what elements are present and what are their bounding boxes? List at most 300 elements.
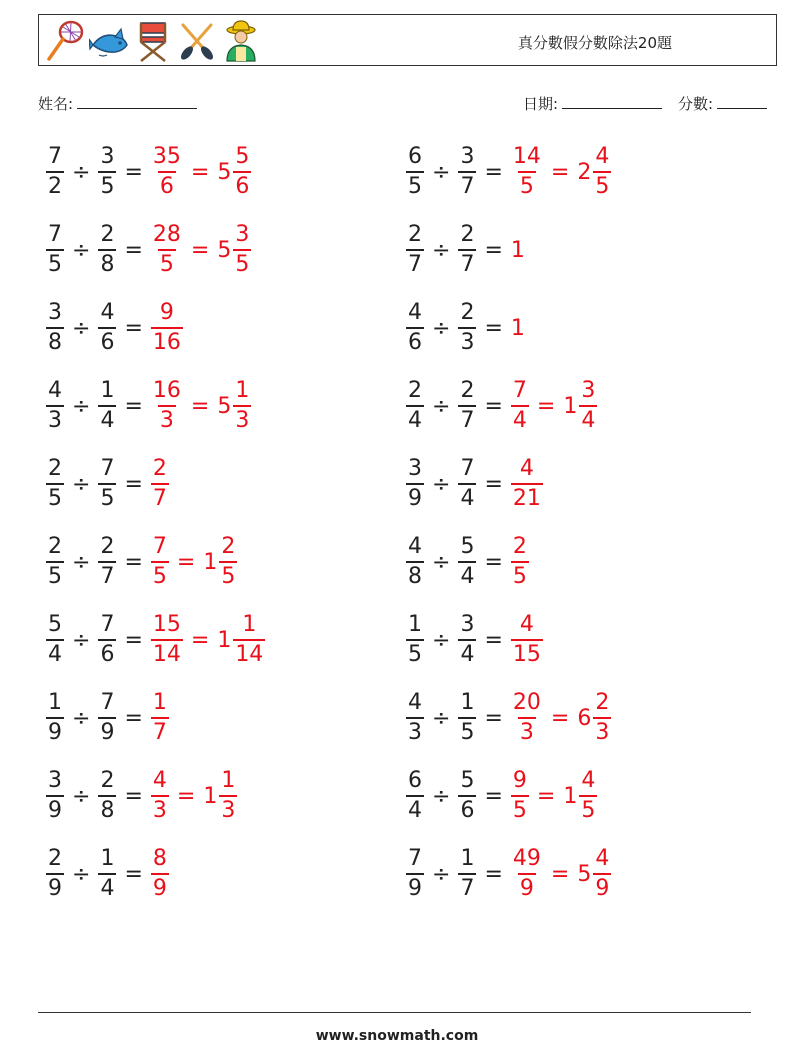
divisor-fraction bbox=[98, 770, 116, 822]
equals-sign: = bbox=[484, 315, 503, 341]
numerator: 2 bbox=[48, 846, 62, 871]
fisherman-icon bbox=[221, 19, 261, 63]
director-chair-icon bbox=[133, 19, 173, 63]
divide-sign: ÷ bbox=[432, 783, 451, 809]
answer-fraction bbox=[511, 458, 543, 510]
numerator: 2 bbox=[512, 534, 527, 559]
divide-sign: ÷ bbox=[432, 237, 451, 263]
numerator: 5 bbox=[235, 144, 250, 169]
divide-sign: ÷ bbox=[432, 549, 451, 575]
equals-sign: = bbox=[484, 471, 503, 497]
equals-sign: = bbox=[484, 705, 503, 731]
divide-sign: ÷ bbox=[432, 627, 451, 653]
answer-equals-sign: = bbox=[176, 549, 196, 575]
numerator: 2 bbox=[460, 222, 475, 247]
numerator: 49 bbox=[512, 846, 541, 871]
dividend-fraction bbox=[406, 458, 424, 510]
mixed-fraction-part bbox=[593, 146, 611, 198]
numerator: 7 bbox=[152, 534, 167, 559]
dividend-fraction bbox=[46, 692, 64, 744]
name-blank[interactable] bbox=[77, 94, 197, 109]
problem-item bbox=[406, 297, 525, 359]
equals-sign: = bbox=[484, 861, 503, 887]
dividend-fraction bbox=[406, 848, 424, 900]
crossed-oars-icon bbox=[177, 19, 217, 63]
denominator: 6 bbox=[233, 171, 251, 198]
mixed-fraction-part bbox=[219, 536, 237, 588]
numerator: 5 bbox=[48, 612, 62, 637]
denominator: 5 bbox=[458, 717, 476, 744]
mixed-whole-part: 1 bbox=[217, 627, 232, 653]
numerator: 3 bbox=[581, 378, 596, 403]
numerator: 3 bbox=[48, 300, 62, 325]
mixed-whole-part: 1 bbox=[563, 393, 578, 419]
numerator: 20 bbox=[512, 690, 541, 715]
denominator: 3 bbox=[518, 717, 536, 744]
date-blank[interactable] bbox=[562, 94, 662, 109]
answer-equals-sign: = bbox=[190, 159, 210, 185]
numerator: 1 bbox=[460, 690, 475, 715]
numerator: 4 bbox=[408, 534, 422, 559]
numerator: 5 bbox=[460, 534, 475, 559]
mixed-fraction-part bbox=[233, 380, 251, 432]
numerator: 4 bbox=[48, 378, 62, 403]
numerator: 2 bbox=[460, 378, 475, 403]
answer-whole: 1 bbox=[510, 315, 525, 341]
numerator: 2 bbox=[408, 378, 422, 403]
numerator: 3 bbox=[48, 768, 62, 793]
dividend-fraction bbox=[406, 224, 424, 276]
denominator: 8 bbox=[98, 249, 116, 276]
divide-sign: ÷ bbox=[432, 315, 451, 341]
denominator: 9 bbox=[46, 717, 64, 744]
numerator: 1 bbox=[100, 378, 115, 403]
answer-fraction bbox=[151, 848, 169, 900]
divisor-fraction bbox=[458, 614, 476, 666]
problem-item bbox=[46, 843, 169, 905]
mixed-fraction-part bbox=[593, 848, 611, 900]
numerator: 4 bbox=[408, 300, 422, 325]
answer-fraction bbox=[151, 458, 169, 510]
answer-equals-sign: = bbox=[190, 393, 210, 419]
denominator: 4 bbox=[579, 405, 597, 432]
divide-sign: ÷ bbox=[432, 471, 451, 497]
numerator: 1 bbox=[152, 690, 167, 715]
numerator: 3 bbox=[460, 144, 475, 169]
answer-fraction bbox=[511, 536, 529, 588]
divisor-fraction bbox=[458, 302, 476, 354]
numerator: 9 bbox=[512, 768, 527, 793]
answer-whole: 1 bbox=[510, 237, 525, 263]
answer-fraction bbox=[151, 614, 183, 666]
mixed-fraction-part bbox=[219, 770, 237, 822]
denominator: 7 bbox=[98, 561, 116, 588]
name-label: 姓名: bbox=[38, 95, 74, 113]
dividend-fraction bbox=[406, 770, 424, 822]
divisor-fraction bbox=[458, 380, 476, 432]
numerator: 2 bbox=[100, 534, 115, 559]
denominator: 4 bbox=[98, 405, 116, 432]
denominator: 2 bbox=[46, 171, 64, 198]
numerator: 7 bbox=[100, 612, 115, 637]
numerator: 1 bbox=[221, 768, 236, 793]
denominator: 6 bbox=[98, 327, 116, 354]
date-label: 日期: bbox=[523, 95, 559, 113]
numerator: 4 bbox=[519, 612, 534, 637]
numerator: 14 bbox=[512, 144, 541, 169]
denominator: 14 bbox=[233, 639, 265, 666]
answer-fraction bbox=[151, 692, 169, 744]
answer-fraction bbox=[151, 536, 169, 588]
numerator: 5 bbox=[460, 768, 475, 793]
numerator: 1 bbox=[460, 846, 475, 871]
numerator: 4 bbox=[595, 846, 610, 871]
numerator: 16 bbox=[152, 378, 181, 403]
dividend-fraction bbox=[406, 380, 424, 432]
numerator: 2 bbox=[460, 300, 475, 325]
denominator: 5 bbox=[98, 171, 116, 198]
mixed-fraction-part bbox=[579, 380, 597, 432]
numerator: 4 bbox=[519, 456, 534, 481]
mixed-whole-part: 5 bbox=[217, 159, 232, 185]
denominator: 5 bbox=[158, 249, 176, 276]
worksheet-header bbox=[38, 14, 777, 66]
numerator: 4 bbox=[595, 144, 610, 169]
dividend-fraction bbox=[46, 458, 64, 510]
mixed-whole-part: 1 bbox=[563, 783, 578, 809]
denominator: 5 bbox=[518, 171, 536, 198]
numerator: 4 bbox=[152, 768, 167, 793]
mixed-whole-part: 6 bbox=[577, 705, 592, 731]
dividend-fraction bbox=[46, 770, 64, 822]
denominator: 4 bbox=[458, 561, 476, 588]
divide-sign: ÷ bbox=[72, 393, 91, 419]
divisor-fraction bbox=[458, 146, 476, 198]
mixed-whole-part: 1 bbox=[203, 783, 218, 809]
date-field[interactable] bbox=[523, 93, 662, 114]
denominator: 5 bbox=[46, 483, 64, 510]
denominator: 3 bbox=[151, 795, 169, 822]
denominator: 3 bbox=[233, 405, 251, 432]
denominator: 7 bbox=[406, 249, 424, 276]
divide-sign: ÷ bbox=[432, 861, 451, 887]
divide-sign: ÷ bbox=[432, 705, 451, 731]
divisor-fraction bbox=[458, 848, 476, 900]
mixed-whole-part: 5 bbox=[217, 393, 232, 419]
denominator: 5 bbox=[406, 639, 424, 666]
denominator: 7 bbox=[458, 873, 476, 900]
fish-icon bbox=[89, 19, 129, 63]
problem-item bbox=[406, 375, 597, 437]
denominator: 5 bbox=[406, 171, 424, 198]
numerator: 7 bbox=[48, 222, 62, 247]
numerator: 15 bbox=[152, 612, 181, 637]
problem-item bbox=[46, 375, 251, 437]
denominator: 5 bbox=[593, 171, 611, 198]
divisor-fraction bbox=[458, 692, 476, 744]
problem-item bbox=[46, 687, 169, 749]
divisor-fraction bbox=[98, 692, 116, 744]
problem-item bbox=[46, 765, 237, 827]
equals-sign: = bbox=[124, 783, 143, 809]
numerator: 28 bbox=[152, 222, 181, 247]
problem-item bbox=[46, 219, 251, 281]
divide-sign: ÷ bbox=[72, 237, 91, 263]
problem-item bbox=[46, 453, 169, 515]
equals-sign: = bbox=[124, 393, 143, 419]
problem-item bbox=[46, 609, 265, 671]
denominator: 6 bbox=[158, 171, 176, 198]
answer-fraction bbox=[151, 302, 183, 354]
problem-item bbox=[406, 843, 611, 905]
answer-fraction bbox=[151, 146, 183, 198]
numerator: 2 bbox=[100, 222, 115, 247]
mixed-fraction-part bbox=[593, 692, 611, 744]
numerator: 3 bbox=[235, 222, 250, 247]
denominator: 9 bbox=[593, 873, 611, 900]
mixed-fraction-part bbox=[233, 146, 251, 198]
dividend-fraction bbox=[46, 536, 64, 588]
numerator: 1 bbox=[48, 690, 62, 715]
equals-sign: = bbox=[124, 705, 143, 731]
denominator: 7 bbox=[458, 405, 476, 432]
denominator: 5 bbox=[46, 249, 64, 276]
divide-sign: ÷ bbox=[72, 627, 91, 653]
mixed-whole-part: 5 bbox=[217, 237, 232, 263]
divisor-fraction bbox=[98, 614, 116, 666]
denominator: 9 bbox=[98, 717, 116, 744]
divisor-fraction bbox=[98, 302, 116, 354]
divisor-fraction bbox=[458, 770, 476, 822]
dividend-fraction bbox=[46, 146, 64, 198]
problem-item bbox=[406, 765, 597, 827]
denominator: 9 bbox=[46, 873, 64, 900]
equals-sign: = bbox=[124, 627, 143, 653]
denominator: 5 bbox=[46, 561, 64, 588]
problem-item bbox=[406, 453, 543, 515]
numerator: 6 bbox=[408, 144, 422, 169]
numerator: 7 bbox=[512, 378, 527, 403]
denominator: 9 bbox=[406, 873, 424, 900]
denominator: 3 bbox=[593, 717, 611, 744]
numerator: 7 bbox=[460, 456, 475, 481]
equals-sign: = bbox=[484, 549, 503, 575]
divide-sign: ÷ bbox=[72, 315, 91, 341]
answer-fraction bbox=[511, 848, 543, 900]
equals-sign: = bbox=[124, 159, 143, 185]
numerator: 7 bbox=[100, 690, 115, 715]
footer-url: www.snowmath.com bbox=[315, 1028, 479, 1044]
problem-item bbox=[406, 531, 529, 593]
denominator: 3 bbox=[458, 327, 476, 354]
dividend-fraction bbox=[46, 224, 64, 276]
equals-sign: = bbox=[484, 159, 503, 185]
score-blank[interactable] bbox=[717, 94, 767, 109]
numerator: 7 bbox=[408, 846, 422, 871]
equals-sign: = bbox=[124, 549, 143, 575]
dividend-fraction bbox=[406, 536, 424, 588]
divide-sign: ÷ bbox=[72, 549, 91, 575]
denominator: 5 bbox=[98, 483, 116, 510]
denominator: 5 bbox=[219, 561, 237, 588]
answer-equals-sign: = bbox=[536, 393, 556, 419]
denominator: 4 bbox=[458, 639, 476, 666]
denominator: 4 bbox=[406, 795, 424, 822]
numerator: 3 bbox=[408, 456, 422, 481]
equals-sign: = bbox=[484, 393, 503, 419]
denominator: 6 bbox=[98, 639, 116, 666]
divide-sign: ÷ bbox=[72, 159, 91, 185]
denominator: 5 bbox=[233, 249, 251, 276]
numerator: 1 bbox=[408, 612, 422, 637]
denominator: 21 bbox=[511, 483, 543, 510]
denominator: 3 bbox=[219, 795, 237, 822]
numerator: 4 bbox=[408, 690, 422, 715]
mixed-fraction-part bbox=[233, 224, 251, 276]
dividend-fraction bbox=[406, 146, 424, 198]
numerator: 1 bbox=[235, 378, 250, 403]
dividend-fraction bbox=[406, 302, 424, 354]
answer-equals-sign: = bbox=[190, 237, 210, 263]
numerator: 2 bbox=[221, 534, 236, 559]
denominator: 9 bbox=[406, 483, 424, 510]
divisor-fraction bbox=[98, 380, 116, 432]
answer-fraction bbox=[151, 770, 169, 822]
numerator: 3 bbox=[460, 612, 475, 637]
divide-sign: ÷ bbox=[432, 393, 451, 419]
denominator: 14 bbox=[151, 639, 183, 666]
score-field[interactable] bbox=[678, 93, 767, 114]
numerator: 4 bbox=[100, 300, 115, 325]
denominator: 7 bbox=[151, 483, 169, 510]
answer-fraction bbox=[511, 692, 543, 744]
answer-fraction bbox=[511, 614, 543, 666]
denominator: 4 bbox=[46, 639, 64, 666]
footer-divider bbox=[38, 1012, 751, 1013]
equals-sign: = bbox=[124, 861, 143, 887]
numerator: 2 bbox=[595, 690, 610, 715]
divide-sign: ÷ bbox=[432, 159, 451, 185]
numerator: 2 bbox=[100, 768, 115, 793]
denominator: 5 bbox=[151, 561, 169, 588]
mixed-whole-part: 5 bbox=[577, 861, 592, 887]
problem-item bbox=[406, 141, 611, 203]
problem-item bbox=[406, 609, 543, 671]
numerator: 1 bbox=[242, 612, 257, 637]
denominator: 15 bbox=[511, 639, 543, 666]
problem-item bbox=[46, 141, 251, 203]
divide-sign: ÷ bbox=[72, 861, 91, 887]
denominator: 7 bbox=[458, 249, 476, 276]
divisor-fraction bbox=[458, 536, 476, 588]
denominator: 3 bbox=[406, 717, 424, 744]
dividend-fraction bbox=[406, 614, 424, 666]
denominator: 7 bbox=[151, 717, 169, 744]
numerator: 2 bbox=[48, 456, 62, 481]
equals-sign: = bbox=[484, 627, 503, 653]
dividend-fraction bbox=[46, 302, 64, 354]
numerator: 7 bbox=[100, 456, 115, 481]
numerator: 8 bbox=[152, 846, 167, 871]
answer-equals-sign: = bbox=[550, 705, 570, 731]
score-label: 分數: bbox=[678, 95, 714, 113]
denominator: 9 bbox=[518, 873, 536, 900]
answer-equals-sign: = bbox=[190, 627, 210, 653]
denominator: 9 bbox=[46, 795, 64, 822]
numerator: 2 bbox=[152, 456, 167, 481]
denominator: 6 bbox=[458, 795, 476, 822]
divisor-fraction bbox=[98, 536, 116, 588]
mixed-whole-part: 1 bbox=[203, 549, 218, 575]
dividend-fraction bbox=[406, 692, 424, 744]
denominator: 8 bbox=[46, 327, 64, 354]
answer-equals-sign: = bbox=[550, 159, 570, 185]
numerator: 4 bbox=[581, 768, 596, 793]
answer-equals-sign: = bbox=[536, 783, 556, 809]
divisor-fraction bbox=[98, 146, 116, 198]
denominator: 4 bbox=[98, 873, 116, 900]
equals-sign: = bbox=[484, 237, 503, 263]
numerator: 6 bbox=[408, 768, 422, 793]
divisor-fraction bbox=[458, 224, 476, 276]
divisor-fraction bbox=[458, 458, 476, 510]
header-icons bbox=[45, 19, 261, 63]
denominator: 16 bbox=[151, 327, 183, 354]
numerator: 7 bbox=[48, 144, 62, 169]
answer-equals-sign: = bbox=[176, 783, 196, 809]
equals-sign: = bbox=[124, 471, 143, 497]
denominator: 5 bbox=[511, 561, 529, 588]
mixed-whole-part: 2 bbox=[577, 159, 592, 185]
mixed-fraction-part bbox=[579, 770, 597, 822]
answer-fraction bbox=[151, 224, 183, 276]
worksheet-title: 真分數假分數除法20題 bbox=[517, 34, 672, 52]
numerator: 2 bbox=[48, 534, 62, 559]
answer-fraction bbox=[151, 380, 183, 432]
denominator: 9 bbox=[151, 873, 169, 900]
answer-equals-sign: = bbox=[550, 861, 570, 887]
problem-item bbox=[46, 297, 183, 359]
denominator: 5 bbox=[579, 795, 597, 822]
problem-item bbox=[406, 219, 525, 281]
numerator: 3 bbox=[100, 144, 115, 169]
name-field[interactable] bbox=[38, 93, 197, 114]
divide-sign: ÷ bbox=[72, 705, 91, 731]
denominator: 8 bbox=[98, 795, 116, 822]
dividend-fraction bbox=[46, 848, 64, 900]
denominator: 3 bbox=[46, 405, 64, 432]
equals-sign: = bbox=[124, 315, 143, 341]
numerator: 9 bbox=[159, 300, 174, 325]
denominator: 7 bbox=[458, 171, 476, 198]
divide-sign: ÷ bbox=[72, 471, 91, 497]
answer-fraction bbox=[511, 146, 543, 198]
denominator: 4 bbox=[458, 483, 476, 510]
equals-sign: = bbox=[484, 783, 503, 809]
numerator: 35 bbox=[152, 144, 181, 169]
butterfly-net-icon bbox=[45, 19, 85, 63]
denominator: 4 bbox=[406, 405, 424, 432]
divide-sign: ÷ bbox=[72, 783, 91, 809]
denominator: 5 bbox=[511, 795, 529, 822]
answer-fraction bbox=[511, 380, 529, 432]
numerator: 2 bbox=[408, 222, 422, 247]
denominator: 3 bbox=[158, 405, 176, 432]
equals-sign: = bbox=[124, 237, 143, 263]
denominator: 8 bbox=[406, 561, 424, 588]
divisor-fraction bbox=[98, 458, 116, 510]
problem-item bbox=[406, 687, 611, 749]
